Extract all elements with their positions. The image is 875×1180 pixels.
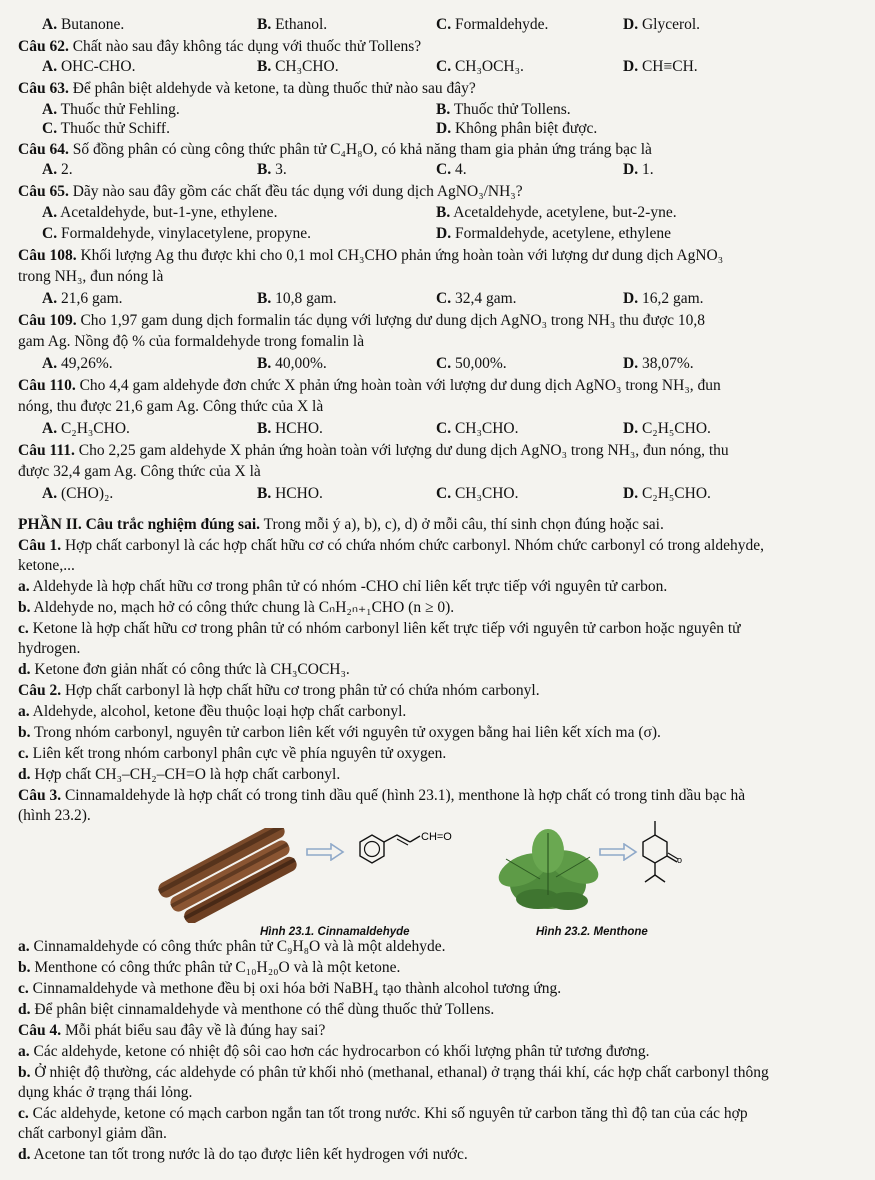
- answer-option: B. Thuốc thử Tollens.: [436, 101, 571, 118]
- answer-option: C. CH₃CHO.: [436, 420, 519, 437]
- answer-option: D. Glycerol.: [623, 16, 701, 33]
- text-line: (hình 23.2).: [18, 807, 91, 824]
- arrow-icon-2: [598, 843, 638, 861]
- question-line: b. Trong nhóm carbonyl, nguyên tử carbon liên kết với nguyên tử oxygen bằng hai liên kết xích ma (σ).: [18, 724, 661, 741]
- question-line: Câu 64. Số đồng phân có cùng công thức phân tử C₄H₈O, có khả năng tham gia phản ứng tráng bạc là: [18, 141, 652, 158]
- cinnamaldehyde-structure: [342, 818, 467, 878]
- question-line: a. Cinnamaldehyde có công thức phân tử C₉H₈O và là một aldehyde.: [18, 938, 446, 955]
- question-line: Câu 3. Cinnamaldehyde là hợp chất có trong tinh dầu quế (hình 23.1), menthone là hợp chất có trong tinh dầu bạc hà: [18, 787, 746, 804]
- answer-option: D. 1.: [623, 161, 654, 178]
- question-line: Câu 111. Cho 2,25 gam aldehyde X phản ứng hoàn toàn với lượng dư dung dịch AgNO₃ trong NH₃, đun nóng, thu: [18, 442, 729, 459]
- question-line: PHẦN II. Câu trắc nghiệm đúng sai. Trong mỗi ý a), b), c), d) ở mỗi câu, thí sinh chọn đúng hoặc sai.: [18, 516, 664, 533]
- answer-option: C. CH₃CHO.: [436, 485, 519, 502]
- question-line: c. Các aldehyde, ketone có mạch carbon ngắn tan tốt trong nước. Khi số nguyên tử carbon tăng thì độ tan của các hợp: [18, 1105, 748, 1122]
- question-line: d. Hợp chất CH₃–CH₂–CH=O là hợp chất carbonyl.: [18, 766, 341, 783]
- question-line: Câu 110. Cho 4,4 gam aldehyde đơn chức X phản ứng hoàn toàn với lượng dư dung dịch AgNO₃ trong NH₃, đun: [18, 377, 721, 394]
- answer-option: C. CH₃OCH₃.: [436, 58, 524, 75]
- answer-option: D. CH≡CH.: [623, 58, 698, 75]
- answer-option: C. 32,4 gam.: [436, 290, 517, 307]
- answer-option: A. Butanone.: [42, 16, 125, 33]
- text-line: gam Ag. Nồng độ % của formaldehyde trong fomalin là: [18, 333, 365, 350]
- answer-option: B. CH₃CHO.: [257, 58, 339, 75]
- answer-option: B. Ethanol.: [257, 16, 328, 33]
- answer-option: D. 38,07%.: [623, 355, 694, 372]
- answer-option: B. Acetaldehyde, acetylene, but-2-yne.: [436, 204, 677, 221]
- answer-option: B. HCHO.: [257, 485, 323, 502]
- answer-option: D. C₂H₅CHO.: [623, 420, 711, 437]
- answer-option: C. Formaldehyde.: [436, 16, 549, 33]
- answer-option: D. Formaldehyde, acetylene, ethylene: [436, 225, 671, 242]
- question-line: Câu 65. Dãy nào sau đây gồm các chất đều tác dụng với dung dịch AgNO₃/NH₃?: [18, 183, 523, 200]
- answer-option: A. 21,6 gam.: [42, 290, 123, 307]
- question-line: Câu 2. Hợp chất carbonyl là hợp chất hữu cơ trong phân tử có chứa nhóm carbonyl.: [18, 682, 540, 699]
- question-line: d. Ketone đơn giản nhất có công thức là CH₃COCH₃.: [18, 661, 350, 678]
- answer-option: A. (CHO)₂.: [42, 485, 114, 502]
- question-line: c. Cinnamaldehyde và methone đều bị oxi hóa bởi NaBH₄ tạo thành alcohol tương ứng.: [18, 980, 562, 997]
- cinnamon-sticks-image: [150, 828, 310, 923]
- question-line: Câu 4. Mỗi phát biểu sau đây về là đúng hay sai?: [18, 1022, 326, 1039]
- text-line: chất carbonyl giảm dần.: [18, 1125, 167, 1142]
- answer-option: B. 3.: [257, 161, 287, 178]
- cho-label: CH=O: [421, 831, 452, 843]
- question-line: Câu 63. Để phân biệt aldehyde và ketone, ta dùng thuốc thử nào sau đây?: [18, 80, 476, 97]
- arrow-icon-1: [305, 843, 345, 861]
- answer-option: B. HCHO.: [257, 420, 323, 437]
- figure-caption-2: Hình 23.2. Menthone: [536, 926, 648, 938]
- answer-option: A. Thuốc thử Fehling.: [42, 101, 180, 118]
- answer-option: D. 16,2 gam.: [623, 290, 704, 307]
- question-line: a. Các aldehyde, ketone có nhiệt độ sôi cao hơn các hydrocarbon có khối lượng phân tử tương đương.: [18, 1043, 650, 1060]
- text-line: dụng khác ở trạng thái lỏng.: [18, 1084, 193, 1101]
- answer-option: D. Không phân biệt được.: [436, 120, 598, 137]
- answer-option: A. Acetaldehyde, but-1-yne, ethylene.: [42, 204, 278, 221]
- text-line: ketone,...: [18, 557, 75, 574]
- answer-option: B. 40,00%.: [257, 355, 327, 372]
- question-line: Câu 62. Chất nào sau đây không tác dụng với thuốc thử Tollens?: [18, 38, 422, 55]
- text-line: hydrogen.: [18, 640, 81, 657]
- answer-option: A. OHC-CHO.: [42, 58, 136, 75]
- answer-option: A. C₂H₃CHO.: [42, 420, 130, 437]
- question-line: Câu 109. Cho 1,97 gam dung dịch formalin tác dụng với lượng dư dung dịch AgNO₃ trong NH₃ thu được 10,8: [18, 312, 706, 329]
- answer-option: C. 4.: [436, 161, 467, 178]
- svg-text:o: o: [677, 855, 683, 865]
- question-line: b. Menthone có công thức phân tử C₁₀H₂₀O và là một ketone.: [18, 959, 401, 976]
- answer-option: C. Thuốc thử Schiff.: [42, 120, 170, 137]
- question-line: c. Liên kết trong nhóm carbonyl phân cực về phía nguyên tử oxygen.: [18, 745, 447, 762]
- question-line: d. Acetone tan tốt trong nước là do tạo được liên kết hydrogen với nước.: [18, 1146, 468, 1163]
- text-line: được 32,4 gam Ag. Công thức của X là: [18, 463, 261, 480]
- answer-option: D. C₂H₅CHO.: [623, 485, 711, 502]
- question-line: b. Ở nhiệt độ thường, các aldehyde có phân tử khối nhỏ (methanal, ethanal) ở trạng thái khí, các hợp chất carbonyl thông: [18, 1064, 769, 1081]
- answer-option: A. 2.: [42, 161, 73, 178]
- figure-caption-1: Hình 23.1. Cinnamaldehyde: [260, 926, 410, 938]
- question-line: d. Để phân biệt cinnamaldehyde và menthone có thể dùng thuốc thử Tollens.: [18, 1001, 495, 1018]
- question-line: a. Aldehyde, alcohol, ketone đều thuộc loại hợp chất carbonyl.: [18, 703, 407, 720]
- mint-leaves-image: [478, 815, 618, 920]
- question-line: Câu 108. Khối lượng Ag thu được khi cho 0,1 mol CH₃CHO phản ứng hoàn toàn với lượng dư dung dịch AgNO₃: [18, 247, 724, 264]
- question-line: Câu 1. Hợp chất carbonyl là các hợp chất hữu cơ có chứa nhóm chức carbonyl. Nhóm chức carbonyl có trong aldehyde,: [18, 537, 764, 554]
- answer-option: A. 49,26%.: [42, 355, 113, 372]
- menthone-structure: [633, 815, 693, 895]
- question-line: b. Aldehyde no, mạch hở có công thức chung là CₙH₂ₙ₊₁CHO (n ≥ 0).: [18, 599, 455, 616]
- question-line: c. Ketone là hợp chất hữu cơ trong phân tử có nhóm carbonyl liên kết trực tiếp với nguyên tử carbon hoặc nguyên tử: [18, 620, 741, 637]
- answer-option: C. Formaldehyde, vinylacetylene, propyne.: [42, 225, 312, 242]
- answer-option: B. 10,8 gam.: [257, 290, 337, 307]
- question-line: a. Aldehyde là hợp chất hữu cơ trong phân tử có nhóm -CHO chỉ liên kết trực tiếp với nguyên tử carbon.: [18, 578, 668, 595]
- text-line: trong NH₃, đun nóng là: [18, 268, 164, 285]
- text-line: nóng, thu được 21,6 gam Ag. Công thức của X là: [18, 398, 324, 415]
- answer-option: C. 50,00%.: [436, 355, 507, 372]
